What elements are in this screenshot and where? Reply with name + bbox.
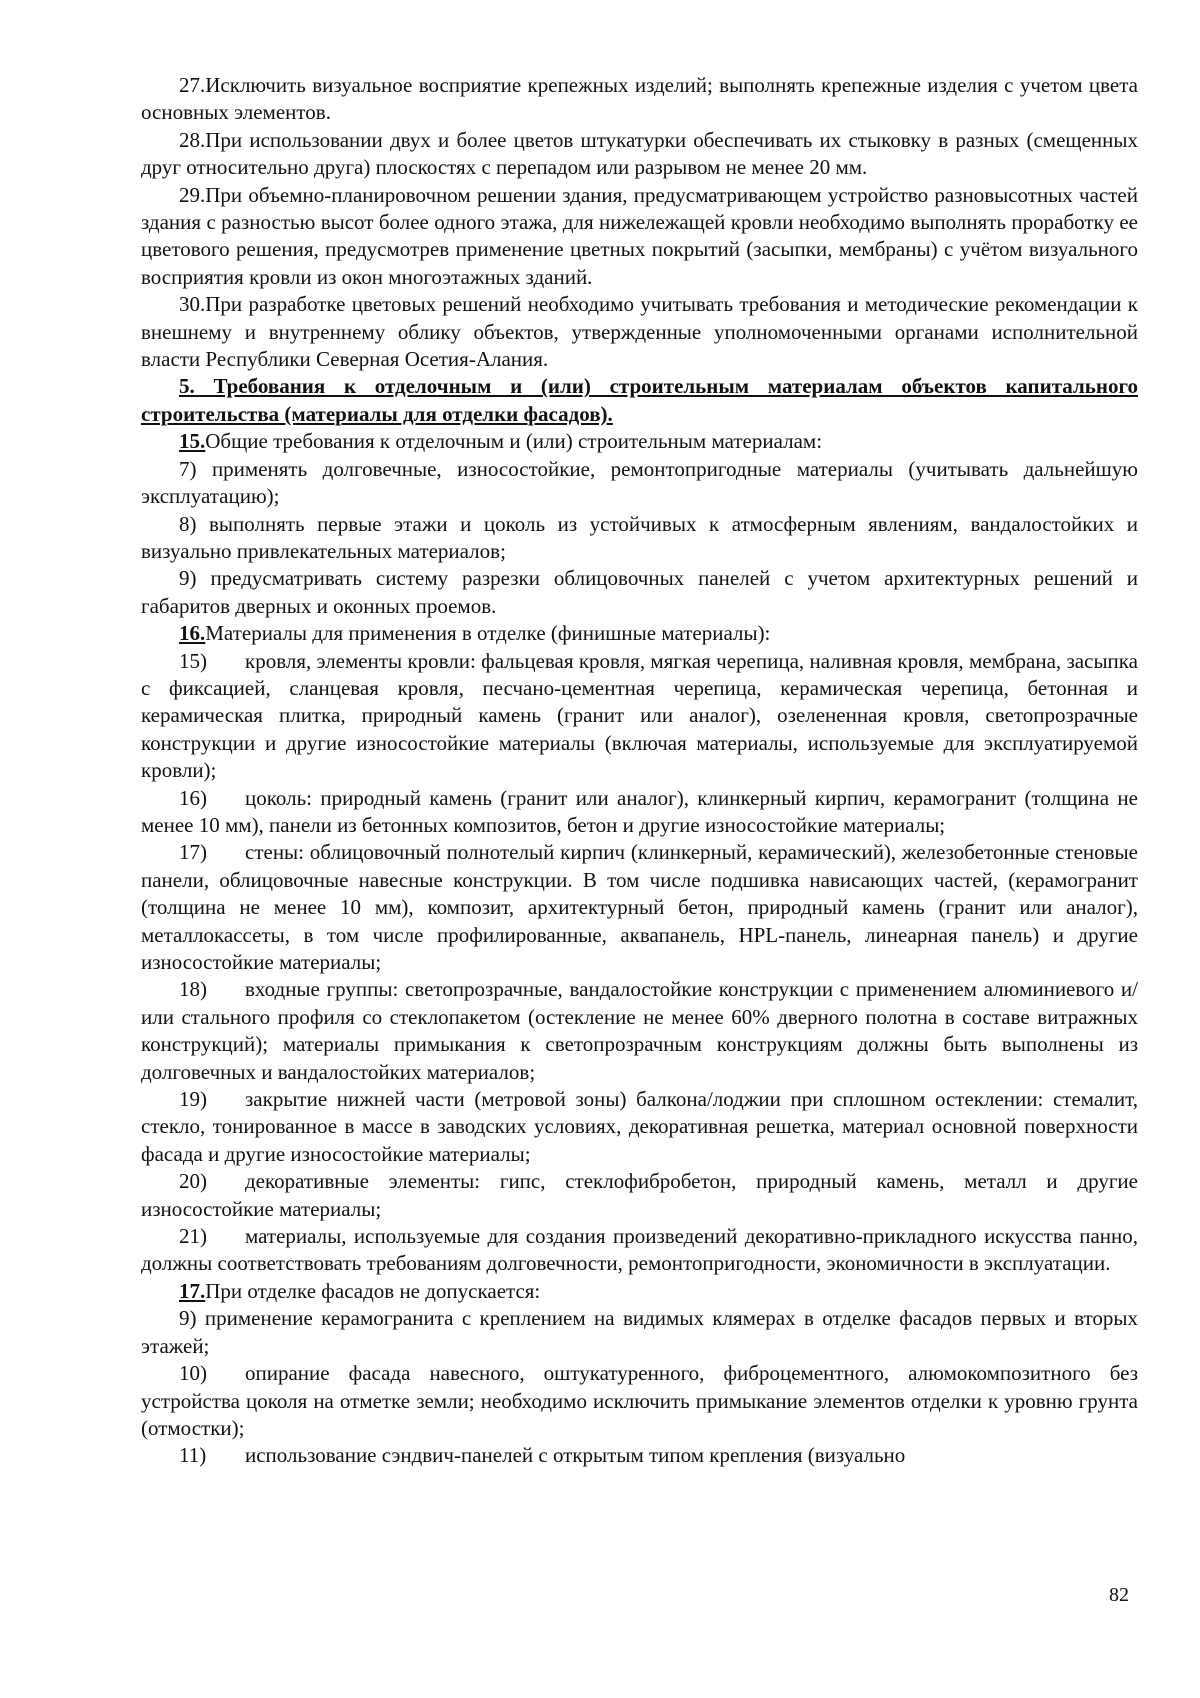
paragraph-29: 29.При объемно-планировочном решении здания, предусматривающем устройство разновысотных частей здания с разностью высот более одного этажа, для нижележащей кровли необходимо выполнять проработку ее цветового решения, предусмотрев применение цветных покрытий (засыпки, мембраны) с учётом визуального восприятия кровли из окон многоэтажных зданий. bbox=[141, 182, 1138, 289]
item-15-sub-7: 7) применять долговечные, износостойкие, ремонтопригодные материалы (учитывать дальнейшую эксплуатацию); bbox=[141, 456, 1138, 509]
item-16-sub-20 bbox=[141, 1168, 1138, 1223]
item-16-sub-19 bbox=[141, 1086, 1138, 1168]
item-16-text: Материалы для применения в отделке (финишные материалы): bbox=[205, 621, 771, 646]
item-17-sub-11 bbox=[141, 1442, 1138, 1469]
list-number: 19) bbox=[179, 1087, 207, 1112]
item-15-number: 15. bbox=[179, 429, 206, 454]
list-text: опирание фасада навесного, оштукатуренного, фиброцементного, алюмокомпозитного без устройства цоколя на отметке земли; необходимо исключить примыкание элементов отделки к уровню грунта (отмостки); bbox=[141, 1361, 1138, 1440]
list-text: кровля, элементы кровли: фальцевая кровля, мягкая черепица, наливная кровля, мембрана, засыпка с фиксацией, сланцевая кровля, песчано-цементная черепица, керамическая черепица, бетонная и керамическая плитка, природный камень (гранит или аналог), озелененная кровля, светопрозрачные конструкции и другие износостойкие материалы (включая материалы, используемые для эксплуатируемой кровли); bbox=[141, 648, 1138, 783]
item-17-number: 17. bbox=[179, 1278, 206, 1303]
item-16-sub-17 bbox=[141, 839, 1138, 976]
list-number: 21) bbox=[179, 1224, 207, 1249]
list-text: материалы, используемые для создания произведений декоративно-прикладного искусства панно, должны соответствовать требованиям долговечности, ремонтопригодности, экономичности в эксплуатации. bbox=[141, 1224, 1138, 1276]
item-15-sub-9: 9) предусматривать систему разрезки облицовочных панелей с учетом архитектурных решений и габаритов дверных и оконных проемов. bbox=[141, 566, 1138, 618]
item-16-sub-18 bbox=[141, 976, 1138, 1086]
section-5-heading: 5. Требования к отделочным и (или) строительным материалам объектов капитального строительства (материалы для отделки фасадов). bbox=[141, 374, 1138, 426]
list-text: декоративные элементы: гипс, стеклофибробетон, природный камень, металл и другие износостойкие материалы; bbox=[141, 1169, 1138, 1221]
list-text: использование сэндвич-панелей с открытым типом крепления (визуально bbox=[245, 1443, 906, 1468]
item-17 bbox=[141, 1278, 1138, 1305]
item-16-number: 16. bbox=[179, 621, 206, 646]
list-number: 20) bbox=[179, 1169, 207, 1194]
list-number: 10) bbox=[179, 1361, 207, 1386]
list-number: 16) bbox=[179, 785, 207, 810]
paragraph-27: 27.Исключить визуальное восприятие крепежных изделий; выполнять крепежные изделия с учетом цвета основных элементов. bbox=[141, 73, 1138, 125]
list-text: цоколь: природный камень (гранит или аналог), клинкерный кирпич, керамогранит (толщина не менее 10 мм), панели из бетонных композитов, бетон и другие износостойкие материалы; bbox=[141, 785, 1138, 837]
item-16 bbox=[141, 620, 1138, 647]
item-17-sub-10 bbox=[141, 1360, 1138, 1442]
paragraph-30: 30.При разработке цветовых решений необходимо учитывать требования и методические рекомендации к внешнему и внутреннему облику объектов, утвержденные уполномоченными органами исполнительной власти Республики Северная Осетия-Алания. bbox=[141, 292, 1138, 372]
document-page bbox=[141, 72, 1138, 1470]
item-16-sub-15 bbox=[141, 648, 1138, 785]
item-17-text: При отделке фасадов не допускается: bbox=[205, 1278, 541, 1303]
list-text: входные группы: светопрозрачные, вандалостойкие конструкции с применением алюминиевого и/или стального профиля со стеклопакетом (остекление не менее 60% дверного полотна в составе витражных конструкций); материалы примыкания к светопрозрачным конструкциям должны быть выполнены из долговечных и вандалостойких материалов; bbox=[141, 977, 1138, 1084]
list-number: 11) bbox=[179, 1443, 207, 1468]
item-15-sub-8: 8) выполнять первые этажи и цоколь из устойчивых к атмосферным явлениям, вандалостойких и визуально привлекательных материалов; bbox=[141, 511, 1138, 563]
list-number: 17) bbox=[179, 840, 207, 865]
page-number: 82 bbox=[1109, 1584, 1129, 1606]
item-15-text: Общие требования к отделочным и (или) строительным материалам: bbox=[205, 429, 823, 454]
item-17-sub-9: 9) применение керамогранита с креплением на видимых клямерах в отделке фасадов первых и вторых этажей; bbox=[141, 1306, 1138, 1358]
list-text: стены: облицовочный полнотелый кирпич (клинкерный, керамический), железобетонные стеновые панели, облицовочные навесные конструкции. В том числе подшивка нависающих частей, (керамогранит (толщина не менее 10 мм), композит, архитектурный бетон, природный камень (гранит или аналог), металлокассеты, в том числе профилированные, аквапанель, HPL-панель, линеарная панель) и другие износостойкие материалы; bbox=[141, 840, 1138, 974]
item-16-sub-21 bbox=[141, 1223, 1138, 1278]
list-number: 18) bbox=[179, 977, 207, 1002]
item-15 bbox=[141, 428, 1138, 455]
item-16-sub-16 bbox=[141, 785, 1138, 840]
list-number: 15) bbox=[179, 648, 207, 673]
paragraph-28: 28.При использовании двух и более цветов штукатурки обеспечивать их стыковку в разных (смещенных друг относительно друга) плоскостях с перепадом или разрывом не менее 20 мм. bbox=[141, 127, 1138, 180]
list-text: закрытие нижней части (метровой зоны) балкона/лоджии при сплошном остеклении: стемалит, стекло, тонированное в массе в заводских условиях, декоративная решетка, материал основной поверхности фасада и другие износостойкие материалы; bbox=[141, 1087, 1138, 1166]
